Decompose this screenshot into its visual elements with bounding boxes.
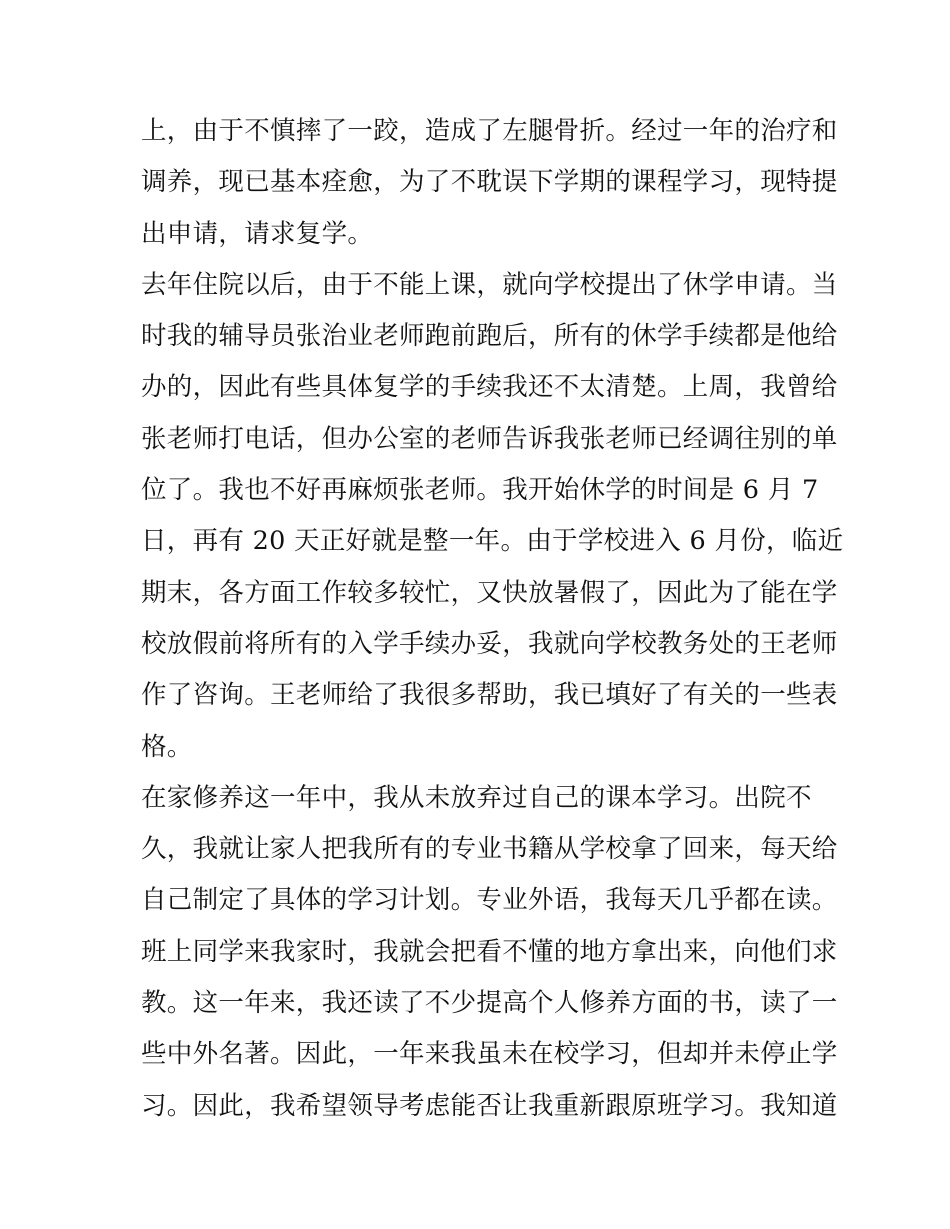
text-line: 久，我就让家人把我所有的专业书籍从学校拿了回来，每天给 — [141, 834, 838, 865]
text-line: 些中外名著。因此，一年来我虽未在校学习，但却并未停止学 — [141, 1039, 838, 1070]
text-line: 格。 — [141, 731, 193, 762]
text-line: 日，再有 20 天正好就是整一年。由于学校进入 6 月份，临近 — [141, 526, 844, 557]
text-line: 出申请，请求复学。 — [141, 218, 374, 249]
document-body — [141, 106, 844, 1132]
text-line: 自己制定了具体的学习计划。专业外语，我每天几乎都在读。 — [141, 885, 838, 916]
text-line: 期末，各方面工作较多较忙，又快放暑假了，因此为了能在学 — [141, 577, 838, 608]
text-line: 时我的辅导员张治业老师跑前跑后，所有的休学手续都是他给 — [141, 321, 838, 352]
text-line: 教。这一年来，我还读了不少提高个人修养方面的书，读了一 — [141, 988, 838, 1019]
text-line: 习。因此，我希望领导考虑能否让我重新跟原班学习。我知道 — [141, 1090, 838, 1121]
text-line: 办的，因此有些具体复学的手续我还不太清楚。上周，我曾给 — [141, 372, 838, 403]
text-line: 位了。我也不好再麻烦张老师。我开始休学的时间是 6 月 7 — [141, 475, 819, 506]
text-line: 张老师打电话，但办公室的老师告诉我张老师已经调往别的单 — [141, 423, 838, 454]
text-line: 上，由于不慎摔了一跤，造成了左腿骨折。经过一年的治疗和 — [141, 116, 838, 146]
text-line: 调养，现已基本痊愈，为了不耽误下学期的课程学习，现特提 — [141, 167, 838, 198]
text-line: 在家修养这一年中，我从未放弃过自己的课本学习。出院不 — [141, 782, 812, 813]
text-line: 校放假前将所有的入学手续办妥，我就向学校教务处的王老师 — [141, 628, 838, 659]
text-line: 班上同学来我家时，我就会把看不懂的地方拿出来，向他们求 — [141, 936, 838, 967]
text-line: 作了咨询。王老师给了我很多帮助，我已填好了有关的一些表 — [141, 680, 838, 711]
text-line: 去年住院以后，由于不能上课，就向学校提出了休学申请。当 — [141, 269, 838, 300]
